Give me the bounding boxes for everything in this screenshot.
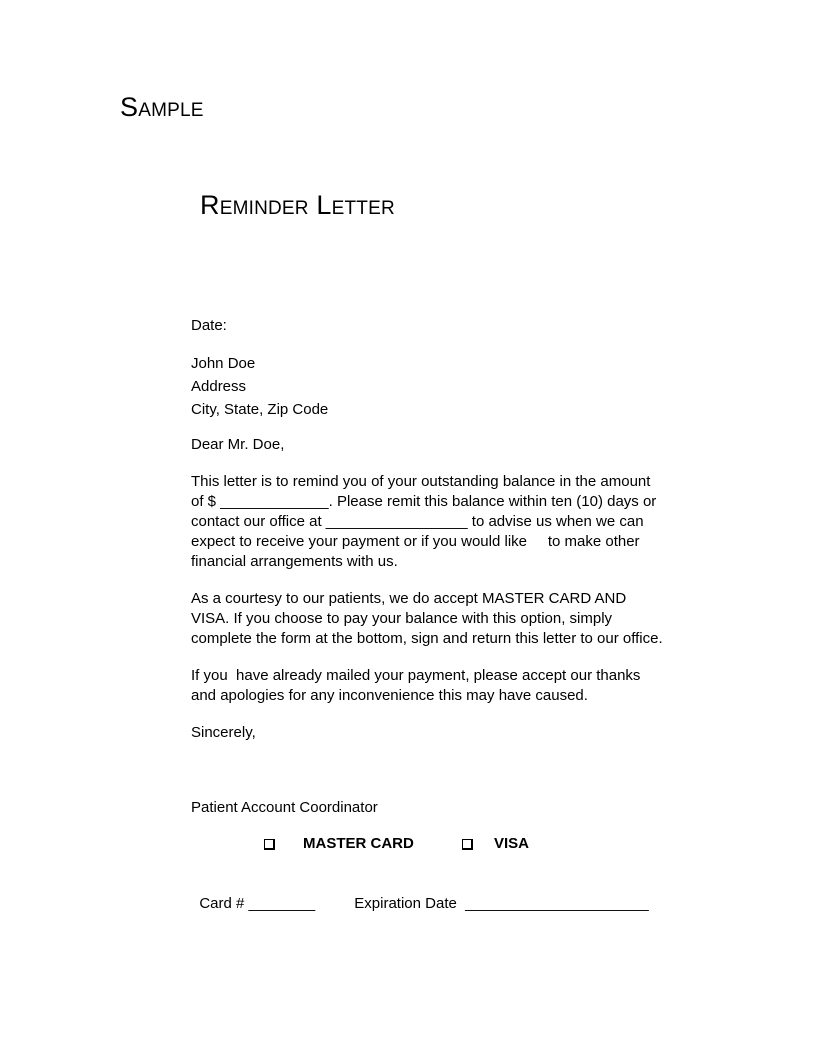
paragraph-line: and apologies for any inconvenience this may have caused. (191, 687, 588, 704)
paragraph-balance (191, 472, 656, 572)
signature-title: Patient Account Coordinator (191, 799, 378, 816)
card-details-row (191, 874, 649, 914)
paragraph-line: As a courtesy to our patients, we do accept MASTER CARD AND (191, 590, 627, 607)
paragraph-line: of $ _____________. Please remit this balance within ten (10) days or (191, 493, 657, 510)
letter-title: Reminder Letter (200, 190, 395, 220)
paragraph-line: complete the form at the bottom, sign and return this letter to our office. (191, 630, 663, 647)
paragraph-line: financial arrangements with us. (191, 553, 398, 570)
paragraph-apology (191, 666, 640, 706)
salutation: Dear Mr. Doe, (191, 436, 285, 453)
mastercard-checkbox[interactable] (264, 839, 275, 850)
paragraph-line: If you have already mailed your payment, please accept our thanks (191, 667, 641, 684)
paragraph-line: contact our office at _________________ to advise us when we can (191, 513, 644, 530)
closing: Sincerely, (191, 724, 256, 741)
card-number-field[interactable]: Card # ________ (199, 895, 316, 912)
paragraph-line: VISA. If you choose to pay your balance with this option, simply (191, 610, 613, 627)
visa-checkbox[interactable] (462, 839, 473, 850)
paragraph-line: expect to receive your payment or if you would like to make other (191, 533, 640, 550)
expiration-date-field[interactable]: Expiration Date ______________________ (354, 895, 649, 912)
paragraph-line: This letter is to remind you of your outstanding balance in the amount (191, 473, 651, 490)
date-label: Date: (191, 317, 227, 334)
paragraph-courtesy (191, 589, 663, 649)
recipient-city-line: City, State, Zip Code (191, 401, 329, 418)
visa-label: VISA (494, 835, 530, 852)
recipient-name: John Doe (191, 355, 256, 372)
recipient-address: Address (191, 378, 247, 395)
sample-heading: Sample (120, 92, 204, 122)
mastercard-label: MASTER CARD (303, 835, 414, 852)
payment-options (191, 835, 671, 857)
recipient-block (191, 352, 328, 421)
